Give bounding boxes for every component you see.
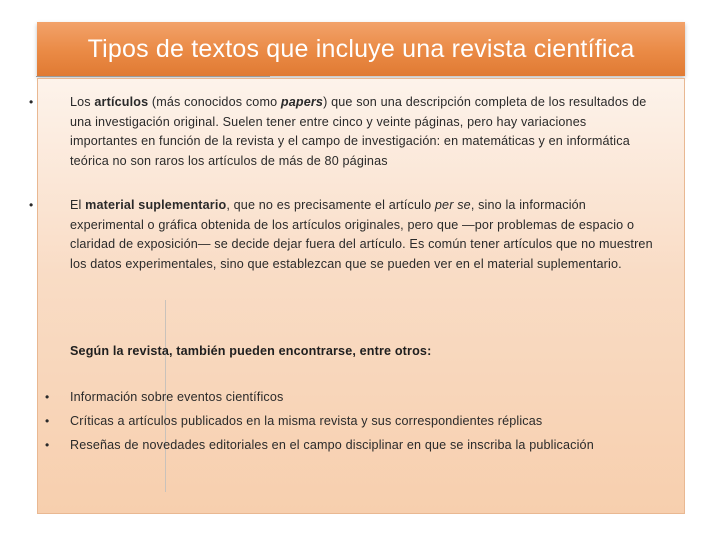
text-bold: material suplementario: [85, 198, 227, 212]
text-run: Los: [70, 95, 95, 109]
bullet-icon: •: [29, 95, 34, 109]
slide-title: [37, 22, 685, 76]
text-bold-italic: papers: [280, 95, 324, 109]
text-italic: per se: [434, 198, 471, 212]
text-bold: artículos: [94, 95, 149, 109]
list-item-text: [70, 93, 655, 171]
other-types-list: [37, 388, 685, 460]
title-underline: [36, 76, 270, 77]
bullet-icon: •: [45, 414, 50, 428]
bullet-icon: •: [45, 390, 50, 404]
bullet-icon: •: [29, 198, 34, 212]
intro-text: Según la revista, también pueden encontrarse, entre otros:: [70, 344, 432, 358]
list-item-text: [70, 196, 655, 274]
text-run: , sino la información experimental o gráfica obtenida de los artículos originales, pero que —por problemas de espacio o claridad de exposición— se decide dejar fuera del artículo. Es común tener artículos que no muestren los datos experimentales, sino que establezcan que se pueden ver en el material suplementario.: [70, 198, 653, 271]
list-item: [37, 388, 685, 412]
bullet-icon: •: [45, 438, 50, 452]
list-item-text: Reseñas de novedades editoriales en el campo disciplinar en que se inscriba la publicación: [70, 438, 594, 452]
list-item-text: Críticas a artículos publicados en la misma revista y sus correspondientes réplicas: [70, 414, 543, 428]
slide-title-text: Tipos de textos que incluye una revista científica: [87, 34, 635, 63]
list-item: [37, 412, 685, 436]
text-run: (más conocidos como: [148, 95, 281, 109]
list-item-text: Información sobre eventos científicos: [70, 390, 284, 404]
text-run: El: [70, 198, 86, 212]
list-item: [37, 436, 685, 460]
text-run: ) que son una descripción completa de los resultados de una investigación original. Suelen tener entre cinco y veinte páginas, pero hay variaciones importantes en función de la revista y el campo de investigación: en matemáticas y en informática teórica no son raros los artículos de más de 80 páginas: [70, 95, 647, 168]
text-run: , que no es precisamente el artículo: [226, 198, 435, 212]
